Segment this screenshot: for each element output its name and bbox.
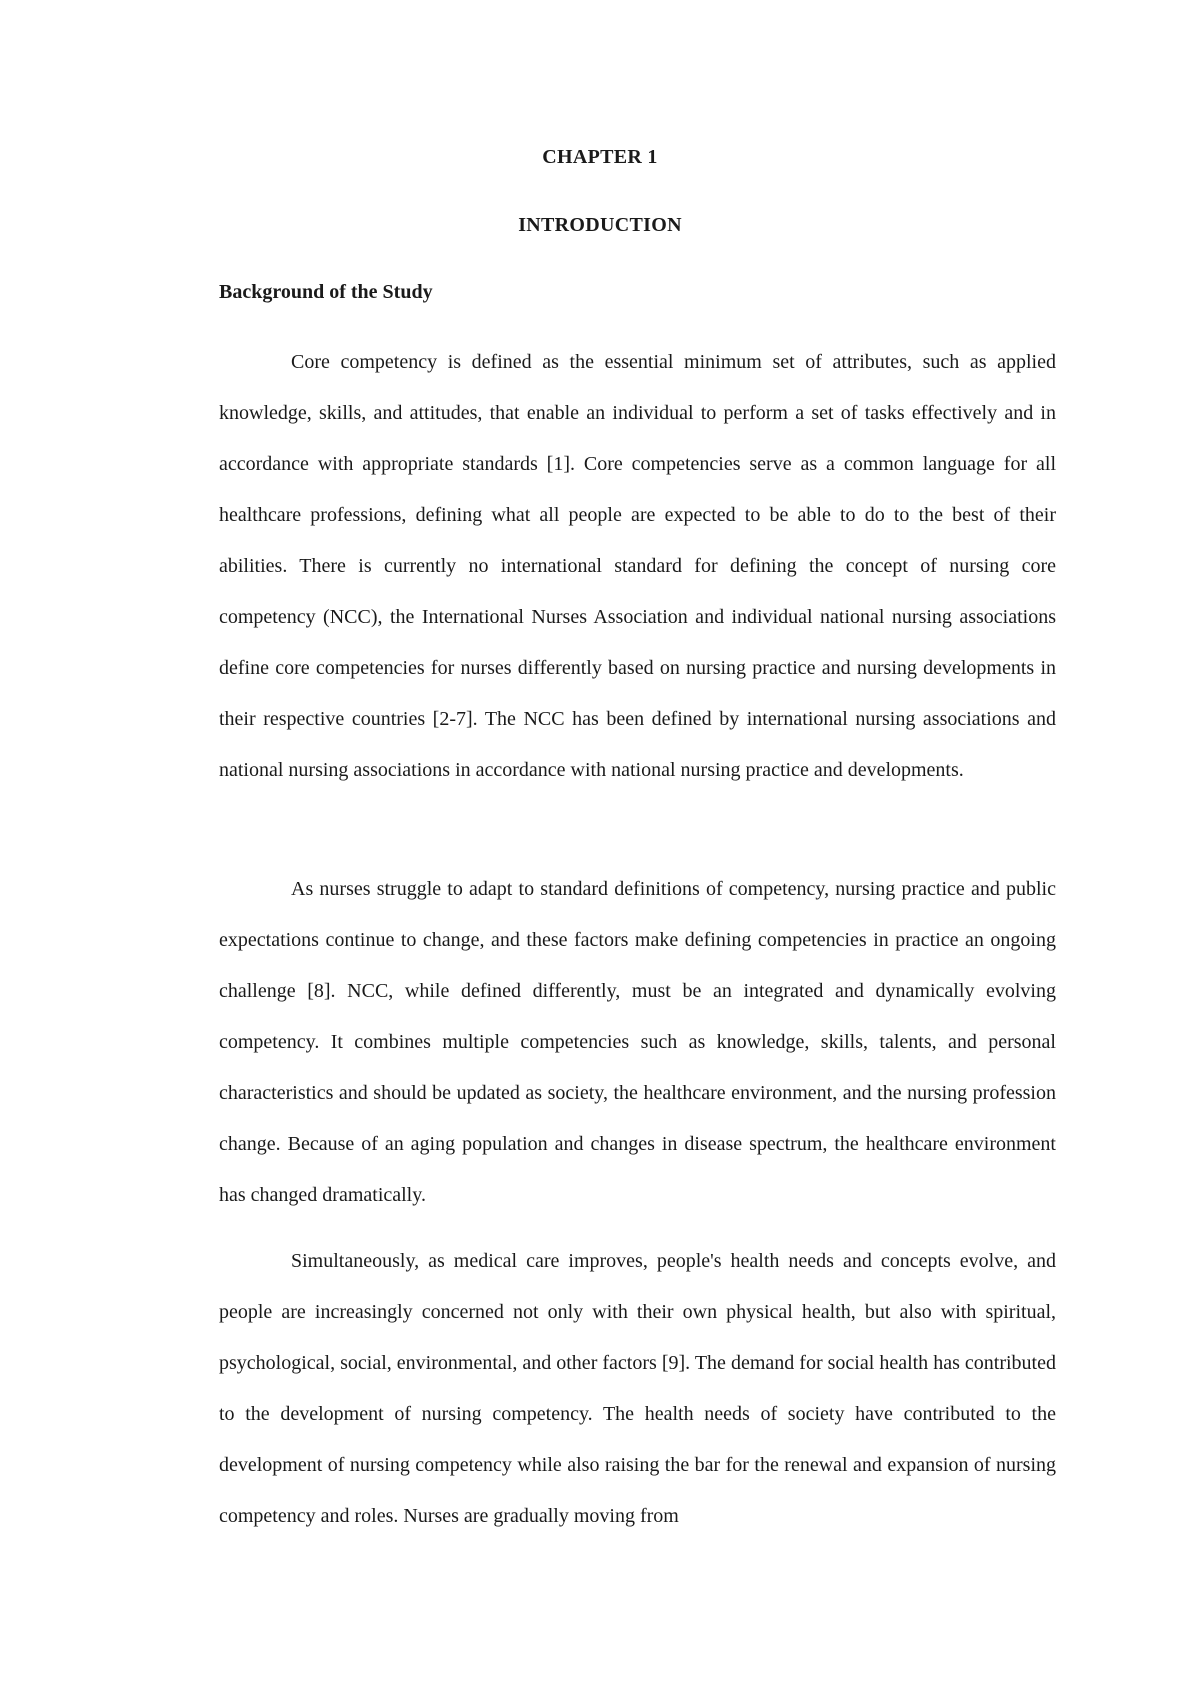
chapter-heading: CHAPTER 1 (542, 146, 658, 168)
page-title: INTRODUCTION (518, 214, 682, 236)
body-paragraph-3: Simultaneously, as medical care improves, people's health needs and concepts evolve, and people are increasingly concerned not only with their own physical health, but also with spiritual, psychological, social, environmental, and other factors [9]. The demand for social health has contributed to the development of nursing competency. The health needs of society have contributed to the development of nursing competency while also raising the bar for the renewal and expansion of nursing competency and roles. Nurses are gradually moving from (219, 1250, 1056, 1527)
section-heading: Background of the Study (219, 281, 433, 303)
body-paragraph-1: Core competency is defined as the essential minimum set of attributes, such as applied knowledge, skills, and attitudes, that enable an individual to perform a set of tasks effectively and in accordance with appropriate standards [1]. Core competencies serve as a common language for all healthcare professions, defining what all people are expected to be able to do to the best of their abilities. There is currently no international standard for defining the concept of nursing core competency (NCC), the International Nurses Association and individual national nursing associations define core competencies for nurses differently based on nursing practice and nursing developments in their respective countries [2-7]. The NCC has been defined by international nursing associations and national nursing associations in accordance with national nursing practice and developments. (219, 351, 1056, 781)
body-paragraph-2: As nurses struggle to adapt to standard definitions of competency, nursing practice and public expectations continue to change, and these factors make defining competencies in practice an ongoing challenge [8]. NCC, while defined differently, must be an integrated and dynamically evolving competency. It combines multiple competencies such as knowledge, skills, talents, and personal characteristics and should be updated as society, the healthcare environment, and the nursing profession change. Because of an aging population and changes in disease spectrum, the healthcare environment has changed dramatically. (219, 878, 1056, 1206)
